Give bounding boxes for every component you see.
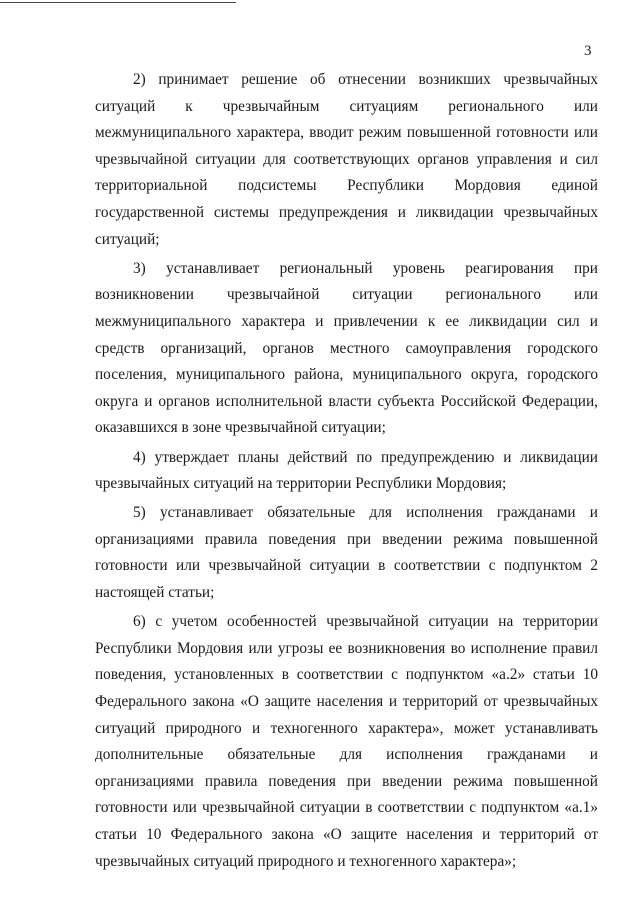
page-number: 3 <box>584 43 592 59</box>
top-rule <box>0 2 236 3</box>
paragraph-item-3: 3) устанавливает региональный уровень реагирования при возникновении чрезвычайной ситуации регионального или межмуниципального характера и привлечении к ее ликвидации сил и средств организаций, органов местного самоуправления городского поселения, муниципального района, муниципального округа, городского округа и органов исполнительной власти субъекта Российской Федерации, оказавшихся в зоне чрезвычайной ситуации; <box>95 259 598 437</box>
paragraph-item-6: 6) с учетом особенностей чрезвычайной ситуации на территории Республики Мордовия или угрозы ее возникновения во исполнение правил поведения, установленных в соответствии с подпунктом «а.2» статьи 10 Федерального закона «О защите населения и территорий от чрезвычайных ситуаций природного и техногенного характера», может устанавливать дополнительные обязательные для исполнения гражданами и организациями правила поведения при введении режима повышенной готовности или чрезвычайной ситуации в соответствии с подпунктом «а.1» статьи 10 Федерального закона «О защите населения и территорий от чрезвычайных ситуаций природного и техногенного характера»; <box>95 613 598 870</box>
paragraph-item-4: 4) утверждает планы действий по предупреждению и ликвидации чрезвычайных ситуаций на территории Республики Мордовия; <box>95 448 598 493</box>
paragraph-item-2: 2) принимает решение об отнесении возникших чрезвычайных ситуаций к чрезвычайным ситуациям регионального или межмуниципального характера, вводит режим повышенной готовности или чрезвычайной ситуации для соответствующих органов управления и сил территориальной подсистемы Республики Мордовия единой государственной системы предупреждения и ликвидации чрезвычайных ситуаций; <box>95 71 598 248</box>
paragraph-item-5: 5) устанавливает обязательные для исполнения гражданами и организациями правила поведения при введении режима повышенной готовности или чрезвычайной ситуации в соответствии с подпунктом 2 настоящей статьи; <box>95 504 598 602</box>
body-text <box>95 67 598 875</box>
